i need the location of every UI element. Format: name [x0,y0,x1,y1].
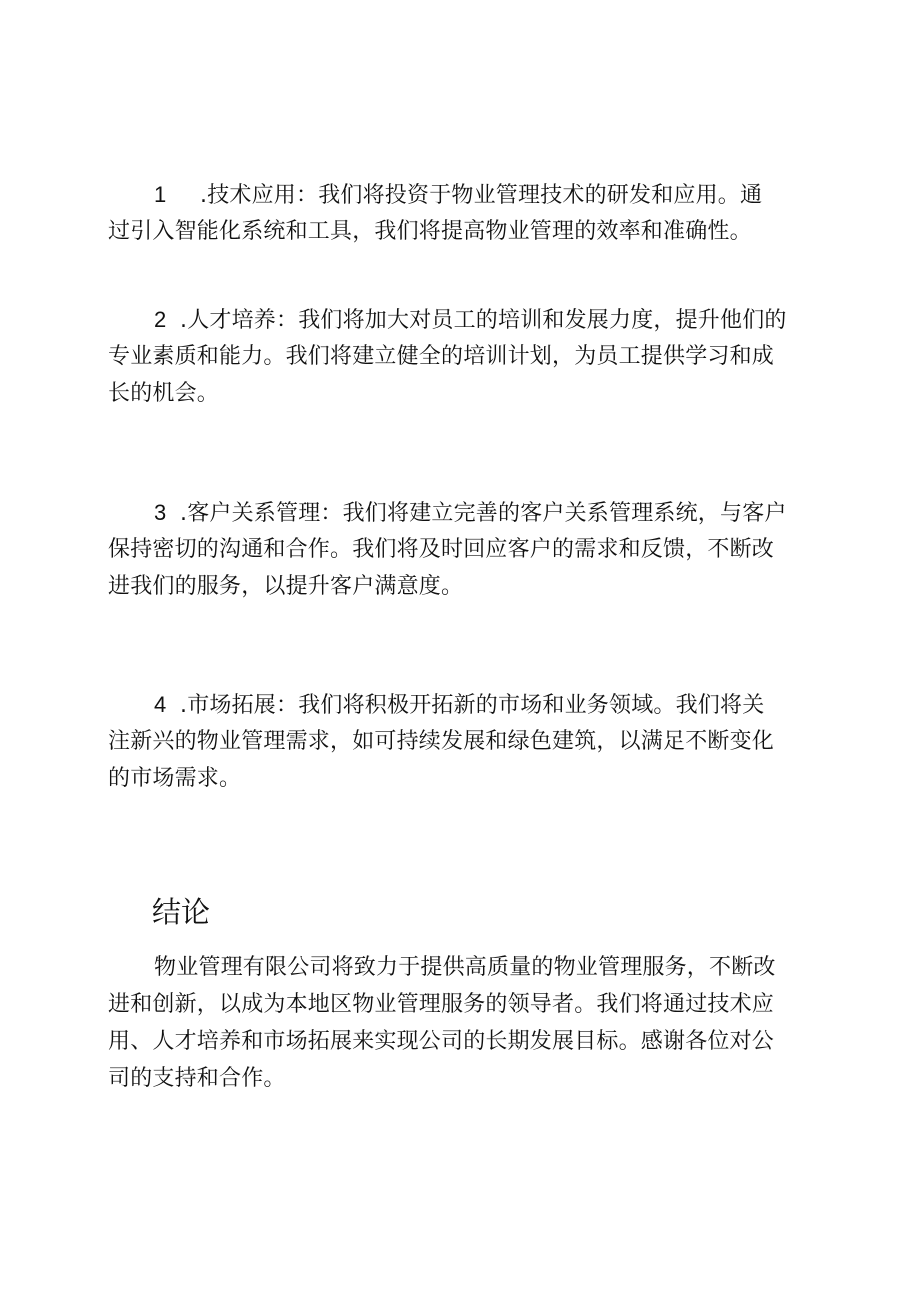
item-4-line-3: 的市场需求。 [108,766,242,791]
section-heading-conclusion: 结论 [152,897,211,929]
conclusion-line-4: 司的支持和合作。 [108,1066,286,1091]
item-number: 3 [154,500,167,525]
item-number: 4 [154,692,167,717]
item-text: .市场拓展：我们将积极开拓新的市场和业务领域。我们将关 [180,693,765,718]
item-number: 2 [154,307,167,332]
list-item-technology [108,176,808,250]
item-4-line-1 [108,686,808,723]
item-2-line-2: 专业素质和能力。我们将建立健全的培训计划，为员工提供学习和成 [108,344,775,369]
item-1-line-1 [108,176,808,213]
item-number: 1 [154,182,167,207]
item-4-line-2: 注新兴的物业管理需求，如可持续发展和绿色建筑，以满足不断变化 [108,729,775,754]
list-item-talent [108,301,808,412]
conclusion-line-1: 物业管理有限公司将致力于提供高质量的物业管理服务，不断改 [154,955,776,980]
item-2-line-3: 长的机会。 [108,381,220,406]
item-2-line-1 [108,301,808,338]
conclusion-line-2: 进和创新，以成为本地区物业管理服务的领导者。我们将通过技术应 [108,992,775,1017]
item-text: .人才培养：我们将加大对员工的培训和发展力度，提升他们的 [180,308,787,333]
item-text: .客户关系管理：我们将建立完善的客户关系管理系统，与客户 [180,501,787,526]
item-1-line-2: 过引入智能化系统和工具，我们将提高物业管理的效率和准确性。 [108,219,752,244]
item-text: .技术应用：我们将投资于物业管理技术的研发和应用。通 [200,183,763,208]
item-3-line-1 [108,494,808,531]
conclusion-paragraph [108,948,808,1096]
item-3-line-2: 保持密切的沟通和合作。我们将及时回应客户的需求和反馈，不断改 [108,537,775,562]
list-item-market-expansion [108,686,808,797]
item-3-line-3: 进我们的服务，以提升客户满意度。 [108,574,464,599]
conclusion-line-3: 用、人才培养和市场拓展来实现公司的长期发展目标。感谢各位对公 [108,1029,775,1054]
list-item-customer-relations [108,494,808,605]
